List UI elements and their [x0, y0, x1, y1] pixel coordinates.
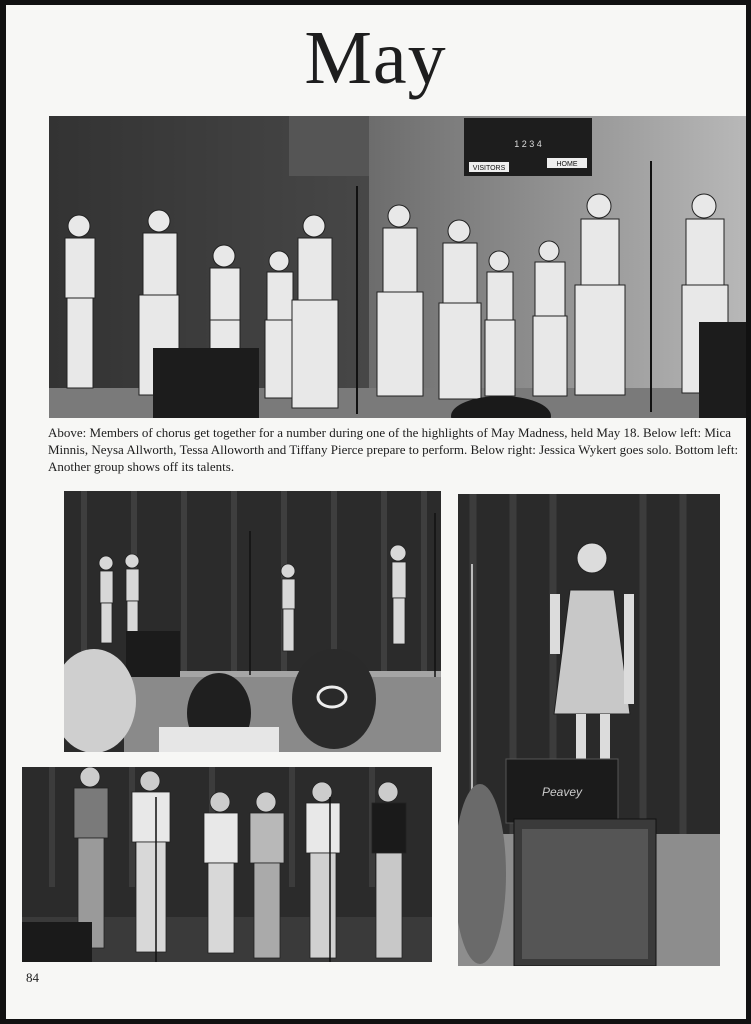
- photo-chorus-number: [49, 116, 746, 418]
- photo-solo-singer: [458, 494, 720, 966]
- photo-caption: Above: Members of chorus get together for a number during one of the highlights of May Madness, held May 18. Below left: Mica Minnis, Neysa Allworth, Tessa Alloworth and Tiffany Pierce prepare to perform. Below right: Jessica Wykert goes solo. Bottom left: Another group shows off its talents.: [48, 425, 739, 474]
- page-number: 84: [26, 970, 39, 985]
- scoreboard: [464, 118, 592, 176]
- svg-text:Peavey: Peavey: [541, 785, 583, 799]
- svg-text:VISITORS: VISITORS: [472, 165, 506, 172]
- photo-group-talent: [22, 767, 432, 962]
- svg-text:1 2 3 4: 1 2 3 4: [514, 139, 542, 149]
- svg-text:HOME: HOME: [556, 161, 578, 168]
- photo-four-performers: [64, 491, 441, 752]
- page-title: May: [304, 16, 447, 100]
